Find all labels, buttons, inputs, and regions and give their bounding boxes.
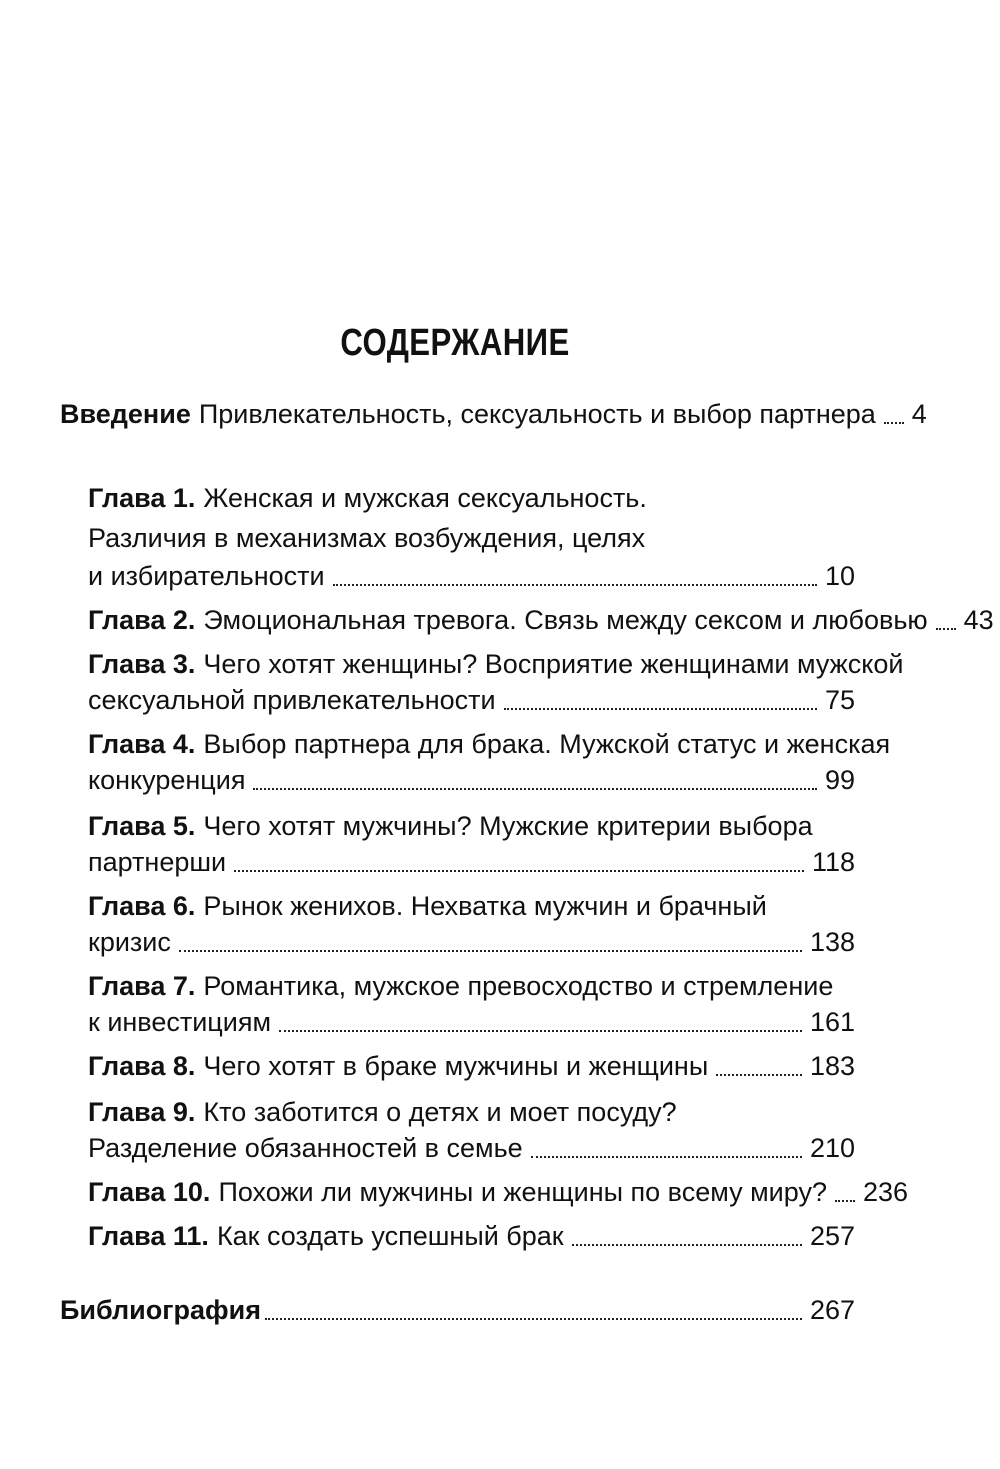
toc-entry-chapter-3-end[interactable] bbox=[88, 680, 855, 720]
entry-text: Чего хотят в браке мужчины и женщины bbox=[203, 1051, 709, 1081]
entry-text: Эмоциональная тревога. Связь между сексом и любовью bbox=[203, 605, 928, 635]
entry-text: Чего хотят мужчины? Мужские критерии выбора bbox=[203, 811, 813, 841]
toc-entry-chapter-8[interactable] bbox=[88, 1046, 855, 1086]
page-number: 183 bbox=[809, 1051, 855, 1081]
leader-dots bbox=[884, 422, 904, 424]
entry-text: конкуренция bbox=[88, 765, 246, 795]
toc-entry-chapter-6-end[interactable] bbox=[88, 922, 855, 962]
leader-dots bbox=[333, 584, 817, 586]
leader-dots bbox=[179, 950, 802, 952]
page-number: 267 bbox=[809, 1295, 855, 1325]
entry-label: Глава 2. bbox=[88, 605, 196, 635]
toc-entry-chapter-9[interactable] bbox=[88, 1092, 677, 1132]
toc-entry-chapter-7-end[interactable] bbox=[88, 1002, 855, 1042]
entry-label: Глава 1. bbox=[88, 483, 196, 513]
leader-dots bbox=[279, 1030, 802, 1032]
toc-entry-chapter-9-end[interactable] bbox=[88, 1128, 855, 1168]
entry-label: Глава 8. bbox=[88, 1051, 196, 1081]
toc-entry-bibliography[interactable] bbox=[60, 1290, 855, 1330]
entry-text: Рынок женихов. Нехватка мужчин и брачный bbox=[203, 891, 767, 921]
entry-label: Глава 4. bbox=[88, 729, 196, 759]
toc-entry-chapter-7[interactable] bbox=[88, 966, 833, 1006]
toc-entry-chapter-11[interactable] bbox=[88, 1216, 855, 1256]
page-number: 138 bbox=[809, 927, 855, 957]
entry-text: Привлекательность, сексуальность и выбор партнера bbox=[198, 399, 876, 429]
entry-text: Выбор партнера для брака. Мужской статус и женская bbox=[203, 729, 891, 759]
entry-text: Чего хотят женщины? Восприятие женщинами мужской bbox=[203, 649, 904, 679]
entry-text: сексуальной привлекательности bbox=[88, 685, 496, 715]
toc-entry-intro[interactable] bbox=[60, 394, 927, 434]
toc-entry-chapter-5-end[interactable] bbox=[88, 842, 855, 882]
toc-entry-chapter-1-end[interactable] bbox=[88, 556, 855, 596]
leader-dots bbox=[234, 870, 804, 872]
toc-entry-chapter-4[interactable] bbox=[88, 724, 890, 764]
toc-entry-chapter-3[interactable] bbox=[88, 644, 903, 684]
entry-text: кризис bbox=[88, 927, 171, 957]
page-number: 4 bbox=[911, 399, 927, 429]
leader-dots bbox=[936, 628, 956, 630]
page-title: СОДЕРЖАНИЕ bbox=[340, 322, 570, 364]
entry-label: Глава 10. bbox=[88, 1177, 211, 1207]
entry-text: партнерши bbox=[88, 847, 227, 877]
toc-entry-chapter-2[interactable] bbox=[88, 600, 994, 640]
leader-dots bbox=[572, 1244, 802, 1246]
toc-entry-chapter-1[interactable] bbox=[88, 478, 647, 518]
page-number: 210 bbox=[809, 1133, 855, 1163]
entry-text: к инвестициям bbox=[88, 1007, 272, 1037]
toc-entry-chapter-4-end[interactable] bbox=[88, 760, 855, 800]
page-number: 99 bbox=[824, 765, 855, 795]
entry-text: и избирательности bbox=[88, 561, 325, 591]
entry-text: Как создать успешный брак bbox=[216, 1221, 564, 1251]
entry-text: Похожи ли мужчины и женщины по всему миру? bbox=[218, 1177, 827, 1207]
entry-text: Женская и мужская сексуальность. bbox=[203, 483, 647, 513]
entry-text: Романтика, мужское превосходство и стремление bbox=[203, 971, 834, 1001]
page-number: 118 bbox=[811, 847, 855, 877]
entry-label: Глава 3. bbox=[88, 649, 196, 679]
entry-label: Глава 11. bbox=[88, 1221, 209, 1251]
entry-text: Кто заботится о детях и моет посуду? bbox=[203, 1097, 677, 1127]
leader-dots bbox=[835, 1200, 855, 1202]
page-number: 75 bbox=[824, 685, 855, 715]
entry-label: Библиография bbox=[60, 1295, 261, 1325]
entry-label: Глава 5. bbox=[88, 811, 196, 841]
leader-dots bbox=[253, 788, 816, 790]
entry-label: Введение bbox=[60, 399, 191, 429]
entry-label: Глава 7. bbox=[88, 971, 196, 1001]
entry-label: Глава 9. bbox=[88, 1097, 196, 1127]
entry-text: Разделение обязанностей в семье bbox=[88, 1133, 523, 1163]
entry-text-line: Различия в механизмах возбуждения, целях bbox=[88, 523, 646, 553]
page-number: 236 bbox=[862, 1177, 909, 1207]
leader-dots bbox=[504, 708, 817, 710]
page-number: 257 bbox=[809, 1221, 855, 1251]
entry-label: Глава 6. bbox=[88, 891, 196, 921]
page-number: 43 bbox=[963, 605, 994, 635]
leader-dots bbox=[531, 1156, 802, 1158]
toc-entry-chapter-10[interactable] bbox=[88, 1172, 909, 1212]
page-number: 161 bbox=[809, 1007, 855, 1037]
page-number: 10 bbox=[824, 561, 855, 591]
leader-dots bbox=[716, 1074, 802, 1076]
toc-entry-chapter-5[interactable] bbox=[88, 806, 813, 846]
leader-dots bbox=[265, 1318, 802, 1320]
toc-entry-chapter-6[interactable] bbox=[88, 886, 767, 926]
